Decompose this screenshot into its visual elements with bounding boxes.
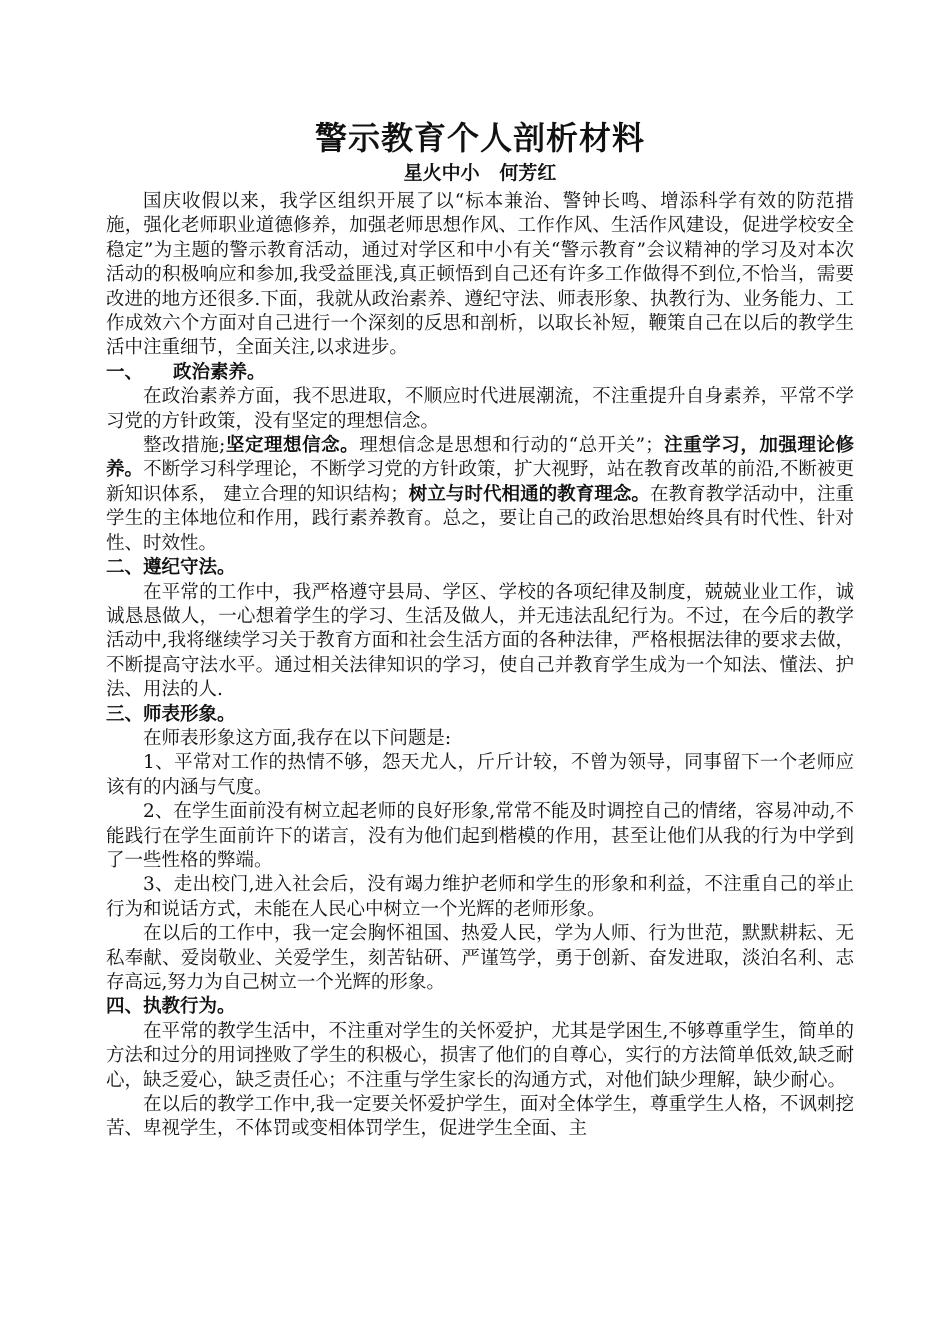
section-heading-1 bbox=[106, 361, 854, 385]
intro-paragraph: 国庆收假以来，我学区组织开展了以“标本兼治、警钟长鸣、增添科学有效的防范措施，强化老师职业道德修养，加强老师思想作风、工作作风、生活作风建设，促进学校安全稳定”为主题的警示教育活动，通过对学区和中小有关“警示教育”会议精神的学习及对本次活动的积极响应和参加,我受益匪浅,真正顿悟到自己还有许多工作做得不到位,不恰当，需要改进的地方还很多.下面，我就从政治素养、遵纪守法、师表形象、执教行为、业务能力、工作成效六个方面对自己进行一个深刻的反思和剖析，以取长补短，鞭策自己在以后的教学生活中注重细节，全面关注,以求进步。 bbox=[106, 191, 854, 359]
paragraph: 在平常的教学生活中，不注重对学生的关怀爱护，尤其是学困生,不够尊重学生，简单的方法和过分的用词挫败了学生的积极心，损害了他们的自尊心，实行的方法简单低效,缺乏耐心，缺乏爱心，缺乏责任心；不注重与学生家长的沟通方式，对他们缺少理解，缺少耐心。 bbox=[106, 1020, 854, 1091]
section-title: 政治素养。 bbox=[173, 361, 266, 383]
section-heading-2: 二、遵纪守法。 bbox=[106, 557, 236, 579]
text-run: 整改措施; bbox=[143, 435, 226, 457]
text-run: 在教育教学活动中，注重学生的主体地位和作用，践行素养教育。总之，要让自己的政治思想始终具有时代性、针对性、时效性。 bbox=[106, 483, 854, 554]
document-title: 警示教育个人剖析材料 bbox=[314, 119, 645, 157]
paragraph: 在平常的工作中，我严格遵守县局、学区、学校的各项纪律及制度，兢兢业业工作，诚诚恳恳做人，一心想着学生的学习、生活及做人，并无违法乱纪行为。不过，在今后的教学活动中,我将继续学习关于教育方面和社会生活方面的各种法律，严格根据法律的要求去做，不断提高守法水平。通过相关法律知识的学习，使自己并教育学生成为一个知法、懂法、护法、用法的人. bbox=[106, 581, 854, 701]
section-number: 一、 bbox=[106, 361, 144, 383]
rectification-paragraph bbox=[106, 434, 854, 556]
paragraph: 在政治素养方面，我不思进取，不顺应时代进展潮流，不注重提升自身素养，平常不学习党的方针政策，没有坚定的理想信念。 bbox=[106, 386, 854, 432]
text-run: 理想信念是思想和行动的“总开关”； bbox=[359, 435, 664, 457]
paragraph: 2、在学生面前没有树立起老师的良好形象,常常不能及时调控自己的情绪，容易冲动,不能践行在学生面前许下的诺言，没有为他们起到楷模的作用，甚至让他们从我的行为中学到了一些性格的弊端。 bbox=[106, 801, 854, 871]
paragraph: 在以后的工作中，我一定会胸怀祖国、热爱人民，学为人师、行为世范，默默耕耘、无私奉献、爱岗敬业、关爱学生，刻苦钻研、严谨笃学，勇于创新、奋发进取，淡泊名利、志存高远,努力为自己树立一个光辉的形象。 bbox=[106, 923, 854, 993]
emphasis-text: 注重学习，加强理论修养。 bbox=[106, 435, 854, 481]
emphasis-text: 坚定理想信念。 bbox=[225, 435, 360, 457]
paragraph: 3、走出校门,进入社会后，没有竭力维护老师和学生的形象和利益，不注重自己的举止行为和说话方式，未能在人民心中树立一个光辉的老师形象。 bbox=[106, 874, 854, 920]
text-run: 不断学习科学理论，不断学习党的方针政策，扩大视野，站在教育改革的前沿,不断被更新知识体系， 建立合理的知识结构； bbox=[106, 459, 854, 505]
paragraph: 在师表形象这方面,我存在以下问题是: bbox=[143, 727, 452, 749]
document-author: 星火中小 何芳红 bbox=[403, 162, 557, 184]
emphasis-text: 树立与时代相通的教育理念。 bbox=[408, 483, 650, 505]
paragraph: 在以后的教学工作中,我一定要关怀爱护学生，面对全体学生，尊重学生人格，不讽刺挖苦、卑视学生，不体罚或变相体罚学生，促进学生全面、主 bbox=[106, 1094, 854, 1140]
paragraph: 1、平常对工作的热情不够，怨天尤人，斤斤计较，不曾为领导，同事留下一个老师应该有的内涵与气度。 bbox=[106, 752, 854, 798]
section-heading-4: 四、执教行为。 bbox=[106, 996, 236, 1018]
document-page bbox=[106, 118, 854, 1142]
section-heading-3: 三、师表形象。 bbox=[106, 703, 236, 725]
